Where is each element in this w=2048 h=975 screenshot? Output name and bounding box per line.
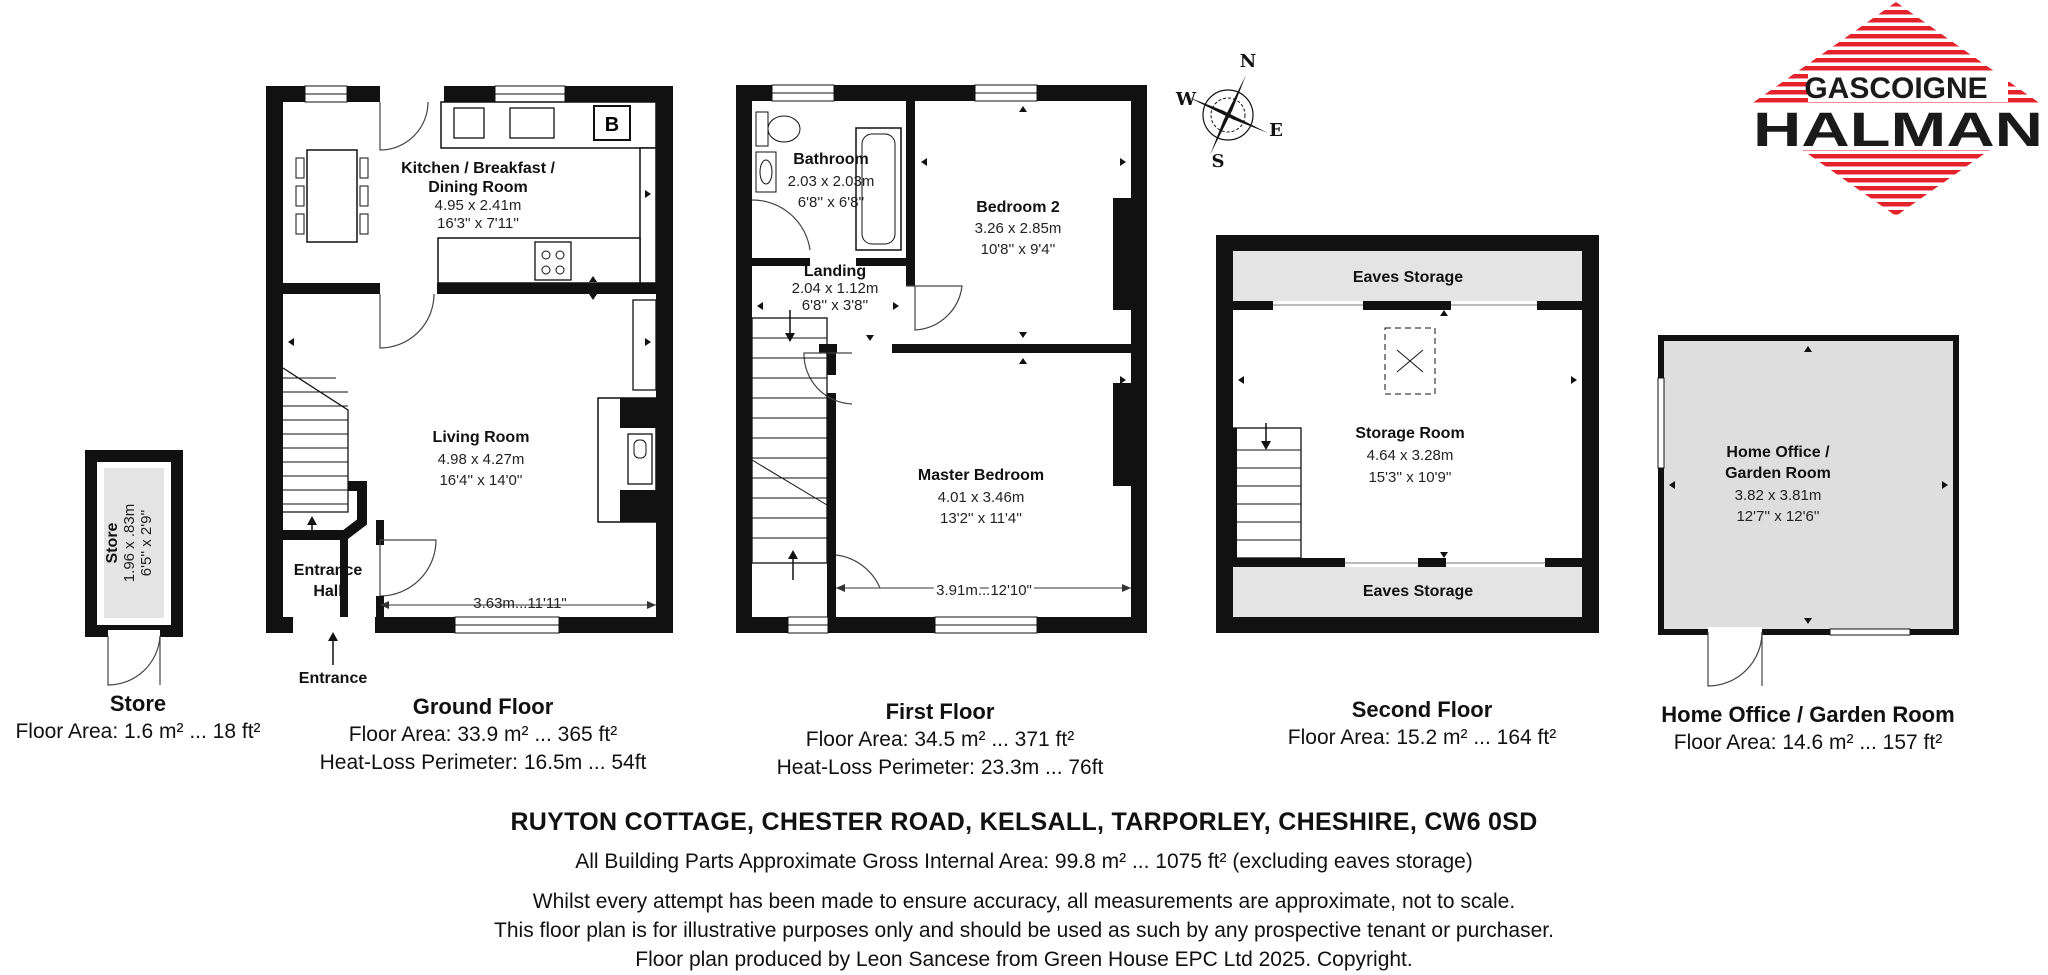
master-bedroom-name: Master Bedroom [917, 467, 1045, 484]
landing-imperial: 6'8'' x 3'8'' [801, 297, 869, 314]
property-address: RUYTON COTTAGE, CHESTER ROAD, KELSALL, TARPORLEY, CHESHIRE, CW6 0SD [510, 808, 1538, 836]
kitchen-room-name-2: Dining Room [428, 179, 528, 196]
logo-line-1: GASCOIGNE [1804, 72, 1988, 105]
kitchen-room-imperial: 16'3'' x 7'11'' [437, 215, 519, 232]
logo-stripe [1748, 50, 2048, 55]
logo-stripe [1748, 18, 2048, 23]
office-room-metric: 3.82 x 3.81m [1734, 487, 1822, 504]
ground-floor-plan [266, 84, 673, 687]
home-office-plan [1658, 335, 1959, 686]
store-floor-label [0, 690, 276, 746]
landing-metric: 2.04 x 1.12m [791, 280, 879, 297]
ground-floor-dimension: 3.63m...11'11" [473, 595, 567, 612]
gross-internal-area: All Building Parts Approximate Gross Internal Area: 99.8 m² ... 1075 ft² (excluding eaves storage) [575, 850, 1473, 873]
compass-east: E [1269, 120, 1283, 141]
office-floor-title: Home Office / Garden Room [1661, 702, 1955, 727]
store-room-name: Store [104, 522, 121, 564]
first-floor-area: Floor Area: 34.5 m² ... 371 ft² [805, 728, 1075, 751]
compass-rose [1175, 51, 1283, 172]
logo-stripe [1748, 10, 2048, 15]
first-floor-perimeter: Heat-Loss Perimeter: 23.3m ... 76ft [776, 756, 1104, 779]
office-room-name: Home Office / [1726, 444, 1830, 461]
living-room-name: Living Room [432, 429, 530, 446]
ground-floor-area: Floor Area: 33.9 m² ... 365 ft² [348, 723, 618, 746]
store-plan [85, 450, 183, 685]
logo-stripe [1748, 194, 2048, 199]
storage-room-metric: 4.64 x 3.28m [1366, 447, 1454, 464]
store-room-imperial: 6'5'' x 2'9'' [138, 509, 155, 577]
bathroom-imperial: 6'8'' x 6'8'' [797, 194, 865, 211]
compass-north: N [1239, 51, 1257, 72]
master-bedroom-imperial: 13'2'' x 11'4'' [940, 510, 1022, 527]
logo-line-2: HALMAN [1753, 104, 2043, 157]
logo-stripe [1748, 58, 2048, 63]
entrance-hall-name: Entrance [293, 562, 363, 579]
logo-stripe [1748, 170, 2048, 175]
master-bedroom-metric: 4.01 x 3.46m [937, 489, 1025, 506]
eaves-storage-bottom: Eaves Storage [1362, 583, 1474, 600]
logo-stripe [1748, 34, 2048, 39]
bedroom-2-metric: 3.26 x 2.85m [974, 220, 1062, 237]
first-floor-title: First Floor [885, 699, 995, 724]
disclaimer-line-2: This floor plan is for illustrative purposes only and should be used as such by any prospective tenant or purchaser. [494, 919, 1554, 942]
bathroom-name: Bathroom [793, 151, 869, 168]
gascoigne-halman-logo [1748, 2, 2048, 216]
first-floor-label [740, 698, 1140, 782]
kitchen-room-metric: 4.95 x 2.41m [434, 197, 522, 214]
store-floor-title: Store [109, 691, 167, 716]
storage-room-imperial: 15'3'' x 10'9'' [1368, 469, 1452, 486]
logo-stripe [1748, 202, 2048, 207]
second-floor-area: Floor Area: 15.2 m² ... 164 ft² [1287, 726, 1557, 749]
first-floor-plan [736, 85, 1147, 633]
store-room-metric: 1.96 x .83m [121, 503, 138, 583]
logo-stripe [1748, 186, 2048, 191]
logo-stripe [1748, 178, 2048, 183]
compass-south: S [1211, 151, 1225, 172]
second-floor-label [1222, 696, 1622, 752]
eaves-storage-top: Eaves Storage [1352, 269, 1464, 286]
logo-stripe [1748, 210, 2048, 215]
storage-room-name: Storage Room [1355, 425, 1465, 442]
office-room-imperial: 12'7'' x 12'6'' [1736, 508, 1820, 525]
compass-west: W [1175, 89, 1197, 110]
second-floor-title: Second Floor [1351, 697, 1493, 722]
first-floor-dimension: 3.91m...12'10" [936, 582, 1032, 599]
landing-name: Landing [803, 263, 867, 280]
kitchen-room-name: Kitchen / Breakfast / [401, 160, 555, 177]
office-floor-area: Floor Area: 14.6 m² ... 157 ft² [1673, 731, 1943, 754]
ground-floor-perimeter: Heat-Loss Perimeter: 16.5m ... 54ft [319, 751, 647, 774]
disclaimer-line-3: Floor plan produced by Leon Sancese from Green House EPC Ltd 2025. Copyright. [635, 948, 1413, 971]
office-room-name-2: Garden Room [1725, 465, 1831, 482]
entrance-hall-name-2: Hall [313, 583, 343, 600]
office-floor-label [1608, 701, 2008, 757]
bathroom-metric: 2.03 x 2.03m [787, 173, 875, 190]
bedroom-2-name: Bedroom 2 [976, 199, 1060, 216]
ground-floor-label [283, 693, 683, 777]
disclaimer-line-1: Whilst every attempt has been made to ensure accuracy, all measurements are approximate, not to scale. [532, 890, 1516, 913]
logo-stripe [1748, 42, 2048, 47]
logo-stripe [1748, 26, 2048, 31]
living-room-imperial: 16'4'' x 14'0'' [439, 472, 523, 489]
logo-stripe [1748, 66, 2048, 71]
entrance-label: Entrance [298, 670, 368, 687]
ground-floor-title: Ground Floor [412, 694, 554, 719]
second-floor-plan [1216, 235, 1599, 633]
living-room-metric: 4.98 x 4.27m [437, 451, 525, 468]
boiler-symbol: B [604, 114, 620, 136]
bedroom-2-imperial: 10'8'' x 9'4'' [980, 241, 1056, 258]
logo-stripe [1748, 2, 2048, 7]
store-floor-area: Floor Area: 1.6 m² ... 18 ft² [15, 720, 261, 743]
logo-stripe [1748, 162, 2048, 167]
